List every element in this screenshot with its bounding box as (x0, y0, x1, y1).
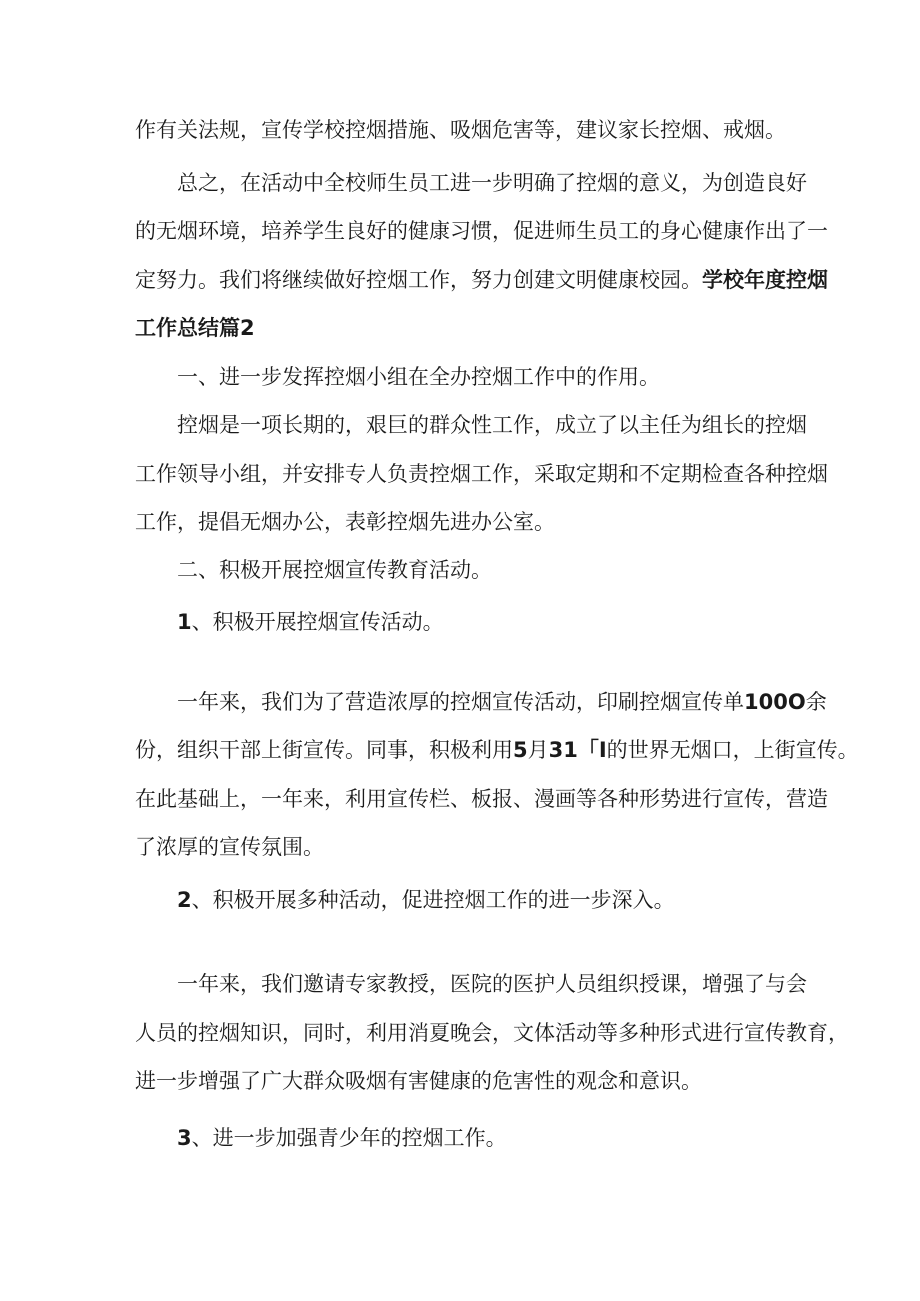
text-segment: 工作领导小组，并安排专人负责控烟工作，采取定期和不定期检查各种控烟 (135, 462, 828, 486)
paragraph-line (135, 314, 795, 342)
text-segment: 、积极开展控烟宣传活动。 (191, 610, 444, 634)
paragraph-line (135, 460, 828, 488)
paragraph-line (177, 169, 807, 197)
text-segment: 在此基础上，一年来，利用宣传栏、板报、漫画等各种形势进行宣传，营造 (135, 787, 828, 811)
text-segment: 一年来，我们邀请专家教授，医院的医护人员组织授课，增强了与会 (177, 972, 807, 996)
paragraph-line (177, 970, 807, 998)
text-segment: 总之，在活动中全校师生员工进一步明确了控烟的意义，为创造良好 (177, 171, 807, 195)
text-segment: 工作，提倡无烟办公，表彰控烟先进办公室。 (135, 510, 555, 534)
text-segment: 控烟是一项长期的，艰巨的群众性工作，成立了以主任为组长的控烟 (177, 413, 807, 437)
text-segment: 一、进一步发挥控烟小组在全办控烟工作中的作用。 (177, 365, 660, 389)
paragraph-line (135, 266, 828, 294)
paragraph-line (135, 833, 795, 861)
text-segment: 的世界无烟口，上街宣传。 (606, 738, 859, 762)
text-segment: 二、积极开展控烟宣传教育活动。 (177, 558, 492, 582)
paragraph-line (177, 363, 795, 391)
text-segment: 了浓厚的宣传氛围。 (135, 835, 324, 859)
paragraph-line (177, 688, 827, 716)
text-segment: 月 (527, 738, 549, 762)
paragraph-line (135, 1067, 795, 1095)
paragraph-line (177, 608, 795, 636)
text-segment: 定努力。我们将继续做好控烟工作，努力创建文明健康校园。 (135, 268, 702, 292)
text-segment: 、积极开展多种活动，促进控烟工作的进一步深入。 (191, 888, 675, 912)
paragraph-line (177, 1124, 795, 1152)
text-segment: 、进一步加强青少年的控烟工作。 (191, 1126, 507, 1150)
text-segment: 的无烟环境，培养学生良好的健康习惯，促进师生员工的身心健康作出了一 (135, 219, 828, 243)
text-segment: 余 (805, 690, 827, 714)
text-segment: 人员的控烟知识，同时，利用消夏晚会，文体活动等多种形式进行宣传教育， (135, 1021, 849, 1045)
section-heading: 工作总结篇2 (135, 316, 255, 340)
paragraph-line (177, 556, 795, 584)
list-number: 2 (177, 888, 192, 912)
paragraph-line (177, 886, 795, 914)
section-heading: 学校年度控烟 (702, 268, 828, 292)
paragraph-line (135, 116, 795, 144)
paragraph-line (177, 411, 807, 439)
paragraph-line (135, 508, 795, 536)
text-segment: 进一步增强了广大群众吸烟有害健康的危害性的观念和意识。 (135, 1069, 702, 1093)
list-number: 3 (177, 1126, 192, 1150)
text-segment: 31「I (548, 738, 607, 762)
list-number: 1 (177, 610, 192, 634)
text-segment: 作有关法规，宣传学校控烟措施、吸烟危害等，建议家长控烟、戒烟。 (135, 118, 786, 142)
text-segment: 份，组织干部上街宣传。同事，积极利用 (135, 738, 513, 762)
text-segment: 5 (513, 738, 528, 762)
text-segment: 一年来，我们为了营造浓厚的控烟宣传活动，印刷控烟宣传单 (177, 690, 744, 714)
paragraph-line (135, 785, 828, 813)
paragraph-line (135, 217, 828, 245)
paragraph-line (135, 1019, 849, 1047)
paragraph-line (135, 736, 859, 764)
text-segment: 100O (744, 690, 806, 714)
